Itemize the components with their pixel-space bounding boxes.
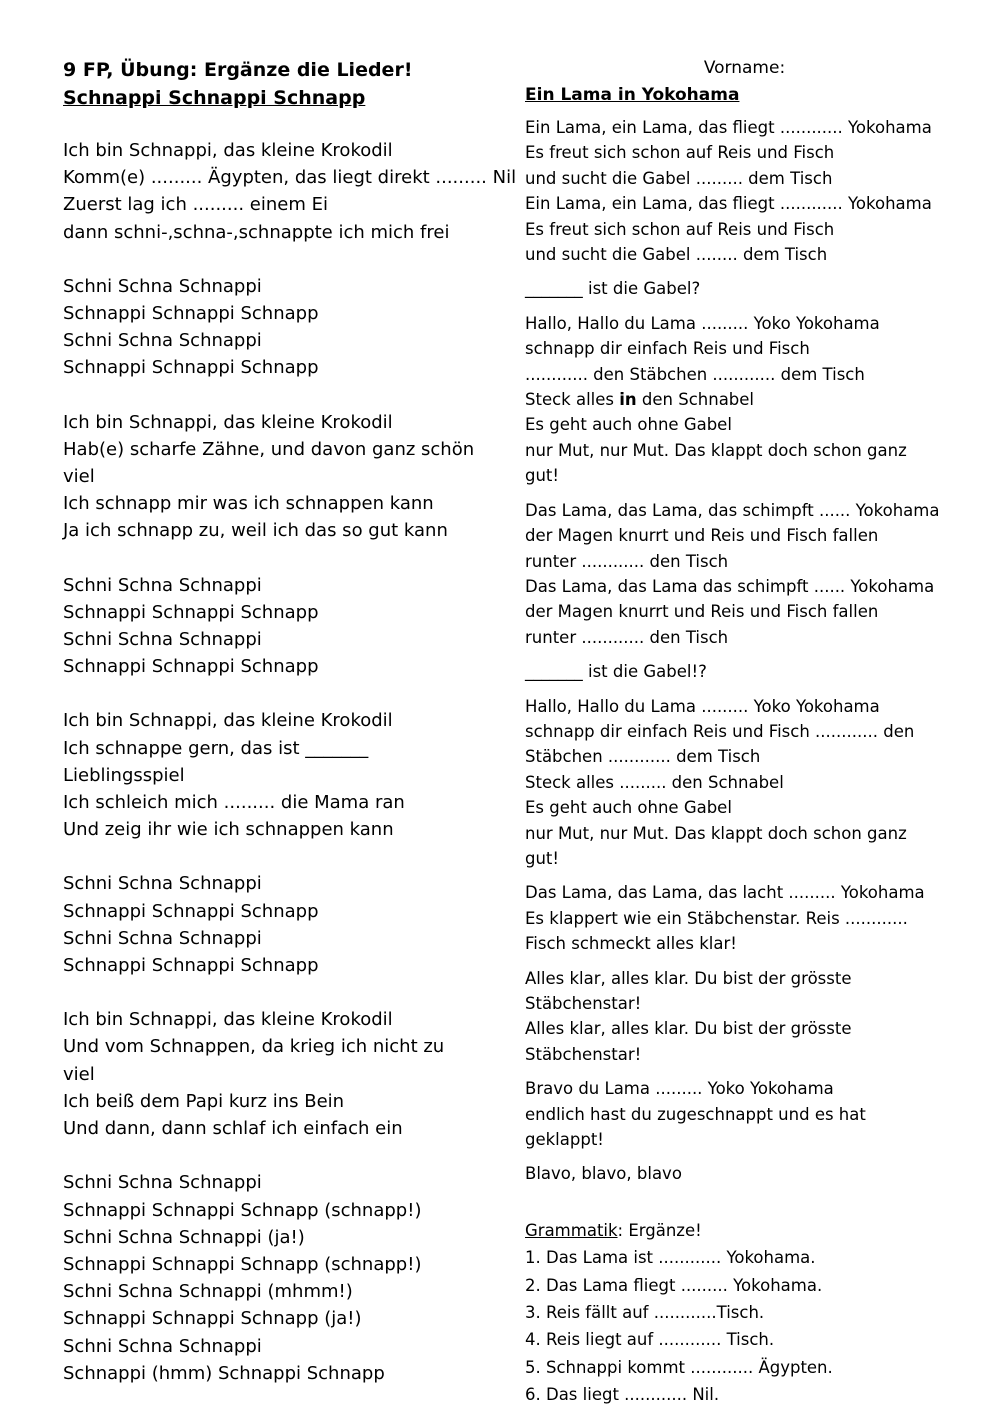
lyric-line: Schni Schna Schnappi bbox=[63, 330, 262, 352]
lyric-line: Schni Schna Schnappi bbox=[63, 1335, 262, 1357]
lyric-line: Lieblingsspiel bbox=[63, 764, 185, 786]
stanza bbox=[63, 1169, 525, 1387]
stanza bbox=[525, 311, 964, 489]
lyric-line: Hallo, Hallo du Lama ......... Yoko Yokohama bbox=[525, 696, 880, 716]
lyric-line: Es freut sich schon auf Reis und Fisch bbox=[525, 143, 835, 163]
stanza bbox=[63, 1006, 525, 1142]
lyric-line: Schnappi Schnappi Schnapp bbox=[63, 357, 319, 379]
lyric-line: Es geht auch ohne Gabel bbox=[525, 798, 732, 818]
lyric-line: Es freut sich schon auf Reis und Fisch bbox=[525, 219, 835, 239]
lyric-line: 3. Reis fällt auf ............Tisch. bbox=[525, 1303, 765, 1323]
stanza bbox=[525, 115, 964, 267]
lyric-line: Stäbchenstar! bbox=[525, 1044, 642, 1064]
vorname-label: Vorname: bbox=[703, 58, 786, 78]
lyric-line: Und vom Schnappen, da krieg ich nicht zu bbox=[63, 1036, 445, 1058]
lama-column bbox=[525, 56, 964, 1415]
grammar-heading bbox=[525, 1217, 964, 1244]
stanza bbox=[525, 1076, 964, 1152]
lyric-line: schnapp dir einfach Reis und Fisch bbox=[525, 339, 810, 359]
stanza bbox=[63, 409, 525, 545]
lyric-line: Schnappi Schnappi Schnapp bbox=[63, 303, 319, 325]
lyric-line: Stäbchenstar! bbox=[525, 994, 642, 1013]
lyric-line: Das Lama, das Lama, das lacht ......... Yokohama bbox=[525, 883, 925, 903]
lyric-line: Ein Lama, ein Lama, das fliegt ............ Yokohama bbox=[525, 194, 932, 214]
lyric-line: Alles klar, alles klar. Du bist der grösste bbox=[525, 968, 852, 988]
lyric-line: nur Mut, nur Mut. Das klappt doch schon ganz bbox=[525, 823, 907, 843]
lyric-line: Das Lama, das Lama das schimpft ...... Yokohama bbox=[525, 576, 935, 596]
stanza bbox=[525, 880, 964, 956]
lyric-line: Ich schnappe gern, das ist _______ bbox=[63, 737, 369, 759]
lyric-line: gut! bbox=[525, 466, 560, 486]
grammar-heading-rest: : Ergänze! bbox=[617, 1220, 702, 1240]
lyric-line: Ich bin Schnappi, das kleine Krokodil bbox=[63, 710, 393, 732]
lyric-line: Schni Schna Schnappi (mhmm!) bbox=[63, 1281, 353, 1303]
lyric-line: Ich beiß dem Papi kurz ins Bein bbox=[63, 1090, 345, 1112]
lyric-line: Schni Schna Schnappi bbox=[63, 629, 262, 651]
lyric-line: endlich hast du zugeschnappt und es hat bbox=[525, 1104, 866, 1124]
lyric-line: der Magen knurrt und Reis und Fisch fallen bbox=[525, 602, 879, 622]
schnappi-column bbox=[63, 56, 525, 1415]
lyric-line: Schnappi Schnappi Schnapp bbox=[63, 900, 319, 922]
grammar-items bbox=[525, 1244, 964, 1408]
lyric-line: Es klappert wie ein Stäbchenstar. Reis ............ bbox=[525, 908, 908, 928]
lyric-line: Schnappi Schnappi Schnapp bbox=[63, 656, 319, 678]
stanza bbox=[63, 273, 525, 382]
lyric-line: geklappt! bbox=[525, 1130, 604, 1150]
lyric-line: 5. Schnappi kommt ............ Ägypten. bbox=[525, 1357, 833, 1377]
lyric-line: 1. Das Lama ist ............ Yokohama. bbox=[525, 1248, 816, 1268]
lyric-line: viel bbox=[63, 1063, 95, 1085]
lyric-line: Fisch schmeckt alles klar! bbox=[525, 934, 737, 954]
lyric-line: Ich schleich mich ......... die Mama ran bbox=[63, 792, 405, 814]
grammar-section bbox=[525, 1217, 964, 1409]
lyric-line: 2. Das Lama fliegt ......... Yokohama. bbox=[525, 1275, 823, 1295]
lyric-line: Steck alles in den Schnabel bbox=[525, 390, 755, 410]
lyric-line: Ich schnapp mir was ich schnappen kann bbox=[63, 493, 434, 515]
stanza bbox=[525, 498, 964, 650]
lyric-line: Es geht auch ohne Gabel bbox=[525, 415, 732, 435]
lama-song-title: Ein Lama in Yokohama bbox=[525, 85, 740, 105]
lyric-line: viel bbox=[63, 466, 95, 488]
grammar-heading-word: Grammatik bbox=[525, 1220, 618, 1240]
lyric-line: runter ............ den Tisch bbox=[525, 627, 729, 647]
lyric-line: _______ ist die Gabel!? bbox=[525, 662, 707, 682]
lyric-line: Schni Schna Schnappi (ja!) bbox=[63, 1226, 305, 1248]
lyric-line: der Magen knurrt und Reis und Fisch fallen bbox=[525, 526, 879, 546]
lyric-line: Schni Schna Schnappi bbox=[63, 927, 262, 949]
stanza bbox=[525, 1161, 964, 1186]
lyric-line: Schnappi Schnappi Schnapp bbox=[63, 601, 319, 623]
stanza bbox=[63, 137, 525, 246]
lyric-line: Alles klar, alles klar. Du bist der grösste bbox=[525, 1019, 852, 1039]
lyric-line: gut! bbox=[525, 848, 560, 868]
lyric-line: Schni Schna Schnappi bbox=[63, 873, 262, 895]
schnappi-song-title: Schnappi Schnappi Schnapp bbox=[63, 87, 366, 109]
stanza bbox=[525, 694, 964, 872]
stanza bbox=[63, 870, 525, 979]
schnappi-lyrics bbox=[63, 137, 525, 1387]
lyric-line: dann schni-,schna-,schnappte ich mich frei bbox=[63, 221, 450, 243]
lyric-line: _______ ist die Gabel? bbox=[525, 279, 701, 299]
lyric-line: schnapp dir einfach Reis und Fisch ............ den bbox=[525, 721, 915, 741]
lyric-line: Und zeig ihr wie ich schnappen kann bbox=[63, 819, 394, 841]
stanza bbox=[525, 966, 964, 1068]
lyric-line: Steck alles ......... den Schnabel bbox=[525, 772, 784, 792]
lyric-line: 6. Das liegt ............ Nil. bbox=[525, 1385, 720, 1405]
lyric-line: Stäbchen ............ dem Tisch bbox=[525, 747, 761, 767]
lyric-line: Ja ich schnapp zu, weil ich das so gut kann bbox=[63, 520, 448, 542]
lyric-line: Blavo, blavo, blavo bbox=[525, 1164, 682, 1184]
lyric-line: Schni Schna Schnappi bbox=[63, 275, 262, 297]
lyric-line: Ich bin Schnappi, das kleine Krokodil bbox=[63, 1009, 393, 1031]
lyric-line: Komm(e) ......... Ägypten, das liegt direkt ......... Nil bbox=[63, 167, 517, 189]
lyric-line: Schnappi Schnappi Schnapp (schnapp!) bbox=[63, 1199, 422, 1221]
lama-lyrics bbox=[525, 115, 964, 1187]
lyric-line: ............ den Stäbchen ............ dem Tisch bbox=[525, 364, 865, 384]
lyric-line: Das Lama, das Lama, das schimpft ...... Yokohama bbox=[525, 500, 940, 520]
stanza bbox=[63, 572, 525, 681]
lyric-line: Schnappi Schnappi Schnapp (ja!) bbox=[63, 1308, 362, 1330]
lyric-line: Und dann, dann schlaf ich einfach ein bbox=[63, 1118, 403, 1140]
lyric-line: nur Mut, nur Mut. Das klappt doch schon ganz bbox=[525, 440, 907, 460]
stanza bbox=[525, 276, 964, 301]
lyric-line: Schnappi Schnappi Schnapp (schnapp!) bbox=[63, 1253, 422, 1275]
lyric-line: Ich bin Schnappi, das kleine Krokodil bbox=[63, 140, 393, 161]
lyric-line: Ich bin Schnappi, das kleine Krokodil bbox=[63, 411, 393, 433]
lyric-line: Zuerst lag ich ......... einem Ei bbox=[63, 194, 328, 216]
lyric-line: Schni Schna Schnappi bbox=[63, 1172, 262, 1194]
lyric-line: Schnappi (hmm) Schnappi Schnapp bbox=[63, 1362, 385, 1384]
lyric-line: Hab(e) scharfe Zähne, und davon ganz schön bbox=[63, 438, 475, 460]
lyric-line: Bravo du Lama ......... Yoko Yokohama bbox=[525, 1079, 834, 1099]
lyric-line: und sucht die Gabel ......... dem Tisch bbox=[525, 168, 833, 188]
lyric-line: und sucht die Gabel ........ dem Tisch bbox=[525, 245, 828, 265]
lyric-line: 4. Reis liegt auf ............ Tisch. bbox=[525, 1330, 775, 1350]
lyric-line: Schni Schna Schnappi bbox=[63, 574, 262, 596]
lyric-line: Ein Lama, ein Lama, das fliegt ............ Yokohama bbox=[525, 118, 932, 137]
lyric-line: Hallo, Hallo du Lama ......... Yoko Yokohama bbox=[525, 313, 880, 333]
stanza bbox=[525, 659, 964, 684]
stanza bbox=[63, 707, 525, 843]
exercise-title: 9 FP, Übung: Ergänze die Lieder! bbox=[63, 59, 413, 81]
lyric-line: runter ............ den Tisch bbox=[525, 551, 729, 571]
lyric-line: Schnappi Schnappi Schnapp bbox=[63, 955, 319, 977]
